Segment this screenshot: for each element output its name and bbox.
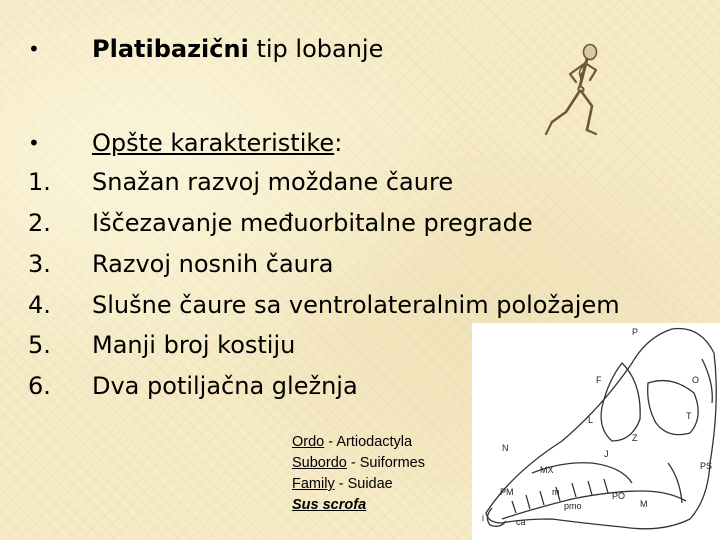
- running-skeleton-icon: [540, 42, 620, 158]
- subheading-colon: :: [334, 129, 343, 157]
- species-name: Sus scrofa: [292, 497, 367, 513]
- skull-label: m: [552, 487, 560, 497]
- family-value: - Suidae: [334, 476, 393, 492]
- subheading-text: Opšte karakteristike: [92, 129, 335, 157]
- list-number: 4.: [28, 291, 51, 319]
- skull-label: N: [502, 443, 509, 453]
- skull-label: PO: [612, 491, 626, 501]
- list-text: Slušne čaure sa ventrolateralnim položajem: [92, 291, 620, 319]
- subheading-bullet: •: [28, 131, 40, 155]
- list-text: Razvoj nosnih čaura: [92, 250, 334, 278]
- list-text: Dva potiljačna gležnja: [92, 372, 358, 400]
- subordo-label: Subordo: [292, 455, 347, 471]
- heading-bold: Platibazični: [92, 35, 249, 63]
- family-label: Family: [292, 476, 335, 492]
- skull-label: M: [640, 499, 648, 509]
- pig-skull-illustration: [472, 323, 720, 540]
- list-number: 1.: [28, 168, 51, 196]
- list-number: 3.: [28, 250, 51, 278]
- ordo-value: - Artiodactyla: [324, 434, 413, 450]
- subordo-value: - Suiformes: [346, 455, 425, 471]
- skull-label: Z: [632, 433, 638, 443]
- skull-label: i: [482, 513, 484, 523]
- list-number: 6.: [28, 372, 51, 400]
- taxonomy-subordo: [292, 453, 425, 474]
- skull-label: T: [686, 411, 692, 421]
- taxonomy-species: [292, 495, 425, 516]
- skull-label: L: [588, 415, 594, 425]
- taxonomy-block: [292, 432, 425, 516]
- list-number: 5.: [28, 331, 51, 359]
- skull-label: MX: [540, 465, 554, 475]
- list-number: 2.: [28, 209, 51, 237]
- skull-label: P: [632, 327, 639, 337]
- skull-label: pmo: [564, 501, 582, 511]
- skull-label: PS: [700, 461, 713, 471]
- heading-bullet: •: [28, 37, 40, 61]
- list-text: Manji broj kostiju: [92, 331, 296, 359]
- skull-label: O: [692, 375, 700, 385]
- skull-label: F: [596, 375, 602, 385]
- list-text: Iščezavanje međuorbitalne pregrade: [92, 209, 533, 237]
- skull-label: J: [604, 449, 609, 459]
- skull-label: ca: [516, 517, 526, 527]
- taxonomy-ordo: [292, 432, 425, 453]
- taxonomy-family: [292, 474, 425, 495]
- ordo-label: Ordo: [292, 434, 325, 450]
- skull-label: PM: [500, 487, 514, 497]
- heading-rest: tip lobanje: [248, 35, 384, 63]
- list-text: Snažan razvoj moždane čaure: [92, 168, 454, 196]
